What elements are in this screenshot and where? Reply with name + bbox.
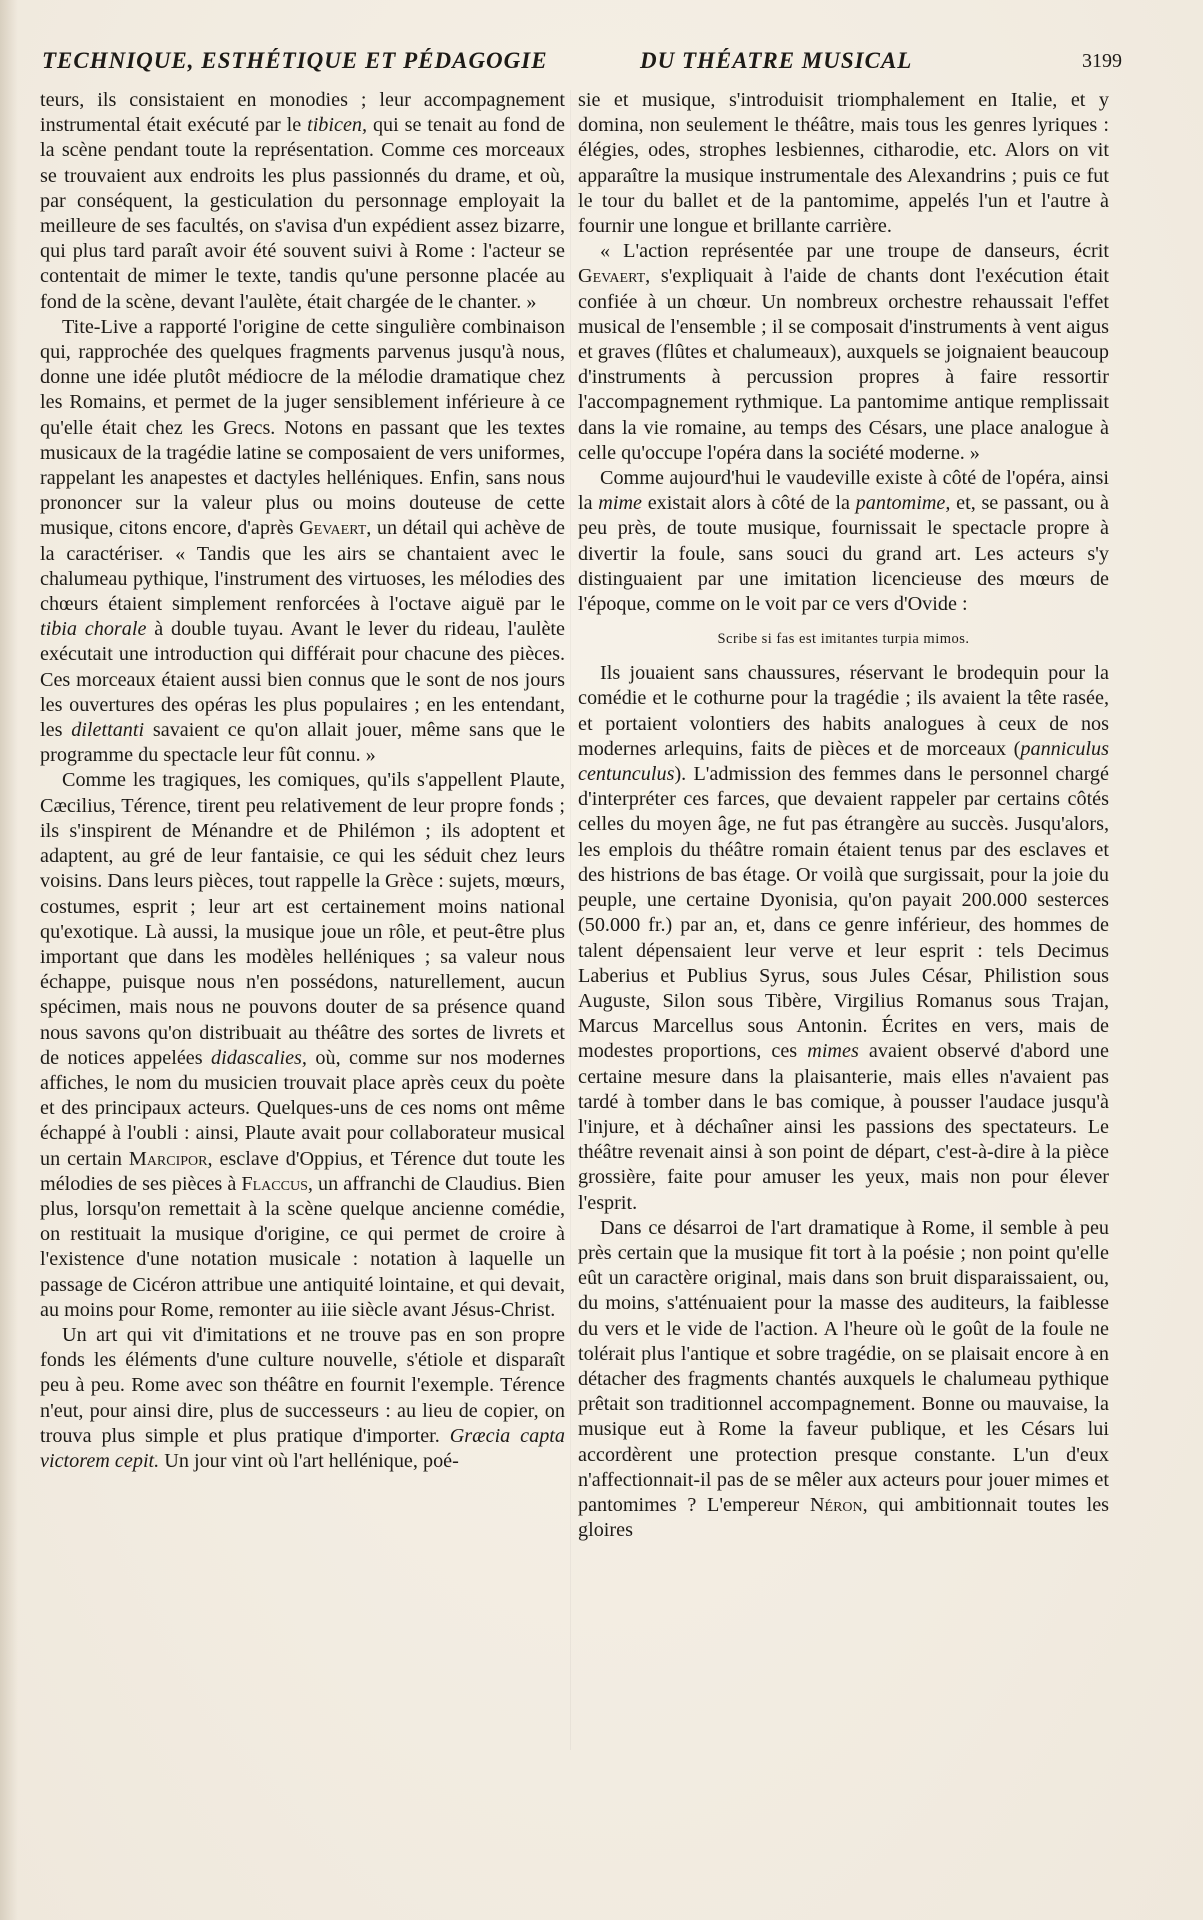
term-mimes: mimes bbox=[807, 1040, 859, 1063]
person-name: Néron bbox=[809, 1493, 863, 1516]
century-numeral: iiie bbox=[320, 1298, 347, 1321]
term-tibicen: tibicen, bbox=[307, 114, 368, 137]
column-gutter bbox=[570, 90, 571, 1750]
author-name: Gevaert bbox=[299, 517, 367, 540]
paragraph: Dans ce désarroi de l'art dramatique à Rome, il semble à peu près certain que la musique fit tort à la poésie ; non point qu'elle eût un caractère original, mais dans son bruit disparaissaient, ou, du moins, s'atténuaient pour la masse des auditeurs, la faiblesse du vers et le vide de l'action. A l'heure où le goût de la foule ne tolérait plus l'antique et sobre tragédie, on se plaisait encore à en détacher des fragments chantés auxquels le chalumeau pythique prêtait son traditionnel accompagnement. Bonne ou mauvaise, la musique eut à Rome la faveur publique, et les Césars lui accordèrent une protection presque constante. L'un d'eux n'affectionnait-il pas de se mêler aux acteurs pour jouer mimes et pantomimes ? L'empereur Néron, qui ambitionnait toutes les gloires bbox=[578, 1216, 1110, 1542]
term-dilettanti: dilettanti bbox=[71, 719, 145, 742]
term-tibia-chorale: tibia chorale bbox=[40, 618, 147, 641]
paragraph: Comme les tragiques, les comiques, qu'ils s'appellent Plaute, Cæcilius, Térence, tirent peu relativement de leur propre fonds ; ils s'inspirent de Ménandre et de Philémon ; ils adoptent et adaptent, au gré de leur fantaisie, ce qui les séduit chez leurs voisins. Dans leurs pièces, tout rappelle la Grèce : sujets, mœurs, costumes, esprit ; leur art est certainement moins national qu'exotique. Là aussi, la musique joue un rôle, et peut-être plus important que dans les modèles helléniques ; sa valeur nous échappe, puisque nous n'en possédons, naturellement, aucun spécimen, mais nous ne pouvons douter de sa présence quand nous savons qu'on distribuait au théâtre des sortes de livrets et de notices appelées didascalies, où, comme sur nos modernes affiches, le nom du musicien trouvait place après ceux du poète et des principaux acteurs. Quelques-uns de ces noms ont même échappé à l'oubli : ainsi, Plaute avait pour collaborateur musical un certain Marcipor, esclave d'Oppius, et Térence dut toute les mélodies de ses pièces à Flaccus, un affranchi de Claudius. Bien plus, lorsqu'on remettait à la scène quelque ancienne comédie, on restituait la musique d'origine, ce qui permet de croire à l'existence d'une notation musicale : notation à laquelle un passage de Cicéron attribue une antiquité lointaine, et qui devait, au moins pour Rome, remonter au iiie siècle avant Jésus-Christ. bbox=[40, 769, 566, 1321]
latin-quote: Græcia capta victorem cepit. bbox=[40, 1424, 565, 1472]
person-name: Flaccus bbox=[241, 1172, 308, 1195]
running-head-left: TECHNIQUE, ESTHÉTIQUE ET PÉDAGOGIE bbox=[42, 48, 548, 73]
page-number: 3199 bbox=[1082, 50, 1122, 72]
paragraph: teurs, ils consistaient en monodies ; leur accompagnement instrumental était exécuté par le tibicen, qui se tenait au fond de la scène pendant toute la représentation. Comme ces morceaux se trouvaient aux endroits les plus passionnés du drame, et où, par conséquent, la gesticulation du personnage employait la meilleure de ses facultés, on s'avisa d'un expédient assez bizarre, qui plus tard paraît avoir été souvent suivi à Rome : l'acteur se contentait de mimer le texte, tandis qu'une personne placée au fond de la scène, devant l'aulète, était chargée de le chanter. » bbox=[40, 89, 565, 313]
term-panniculus: panniculus centunculus bbox=[578, 737, 1109, 786]
term-mime: mime bbox=[598, 492, 643, 515]
author-name: Gevaert bbox=[578, 265, 646, 288]
paragraph: « L'action représentée par une troupe de danseurs, écrit Gevaert, s'expliquait à l'aide de chants dont l'exécution était confiée à un chœur. Un nombreux orchestre rehaussait l'effet musical de l'ensemble ; il se composait d'instruments à vent aigus et graves (flûtes et chalumeaux), auxquels se joignaient beaucoup d'instruments à percussion propres à faire ressortir l'accompagnement rythmique. La pantomime antique remplissait dans la vie romaine, au temps des Césars, une place analogue à celle qu'occupe l'opéra dans la société moderne. » bbox=[578, 240, 1109, 464]
right-column bbox=[578, 88, 1109, 1543]
running-head-right: DU THÉATRE MUSICAL bbox=[640, 48, 913, 73]
paragraph: Tite-Live a rapporté l'origine de cette singulière combinaison qui, rapprochée des quelques fragments parvenus jusqu'à nous, donne une idée plutôt médiocre de la mélodie dramatique chez les Romains, et permet de la juger sensiblement inférieure à ce qu'elle était chez les Grecs. Notons en passant que les textes musicaux de la tragédie latine se composaient de vers uniformes, rappelant les anapestes et dactyles helléniques. Enfin, sans nous prononcer sur la valeur plus ou moins douteuse de cette musique, citons encore, d'après Gevaert, un détail qui achève de la caractériser. « Tandis que les airs se chantaient avec le chalumeau pythique, l'instrument des virtuoses, les mélodies des chœurs étaient simplement renforcées à l'octave aiguë par le tibia chorale à double tuyau. Avant le lever du rideau, l'aulète exécutait une introduction qui différait pour chacune des pièces. Ces morceaux étaient aussi bien connus que le sont de nos jours les ouvertures des opéras les plus populaires ; en les entendant, les dilettanti savaient ce qu'on allait jouer, même sans que le programme du spectacle leur fût connu. » bbox=[40, 315, 566, 767]
paragraph: Un art qui vit d'imitations et ne trouve pas en son propre fonds les éléments d'une culture nouvelle, s'étiole et disparaît peu à peu. Rome avec son théâtre en fournit l'exemple. Térence n'eut, pour ainsi dire, plus de successeurs : au lieu de copier, on trouva plus simple et plus pratique d'importer. Græcia capta victorem cepit. Un jour vint où l'art hellénique, poé- bbox=[40, 1323, 565, 1472]
verse-quotation: Scribe si fas est imitantes turpia mimos. bbox=[717, 631, 970, 648]
term-didascalies: didascalies, bbox=[211, 1046, 307, 1069]
running-head bbox=[42, 48, 1122, 82]
binding-shadow bbox=[0, 0, 18, 1920]
paragraph: sie et musique, s'introduisit triomphalement en Italie, et y domina, non seulement le théâtre, mais tous les genres lyriques : élégies, odes, strophes lesbiennes, citharodie, etc. Alors on vit apparaître la musique instrumentale des Alexandrins ; puis ce fut le tour du ballet et de la pantomime, appelés l'un et l'autre à fournir une longue et brillante carrière. bbox=[578, 89, 1109, 238]
person-name: Marcipor bbox=[128, 1147, 208, 1170]
term-pantomime: pantomime, bbox=[855, 492, 951, 515]
paragraph: Comme aujourd'hui le vaudeville existe à côté de l'opéra, ainsi la mime existait alors à côté de la pantomime, et, se passant, ou à peu près, de toute musique, fournissait le spectacle propre à divertir la foule, sans souci du grand art. Les acteurs s'y distinguaient par une imitation licencieuse des mœurs de l'époque, comme on le voit par ce vers d'Ovide : bbox=[578, 467, 1109, 616]
paragraph: Ils jouaient sans chaussures, réservant le brodequin pour la comédie et le cothurne pour la tragédie ; ils avaient la tête rasée, et portaient volontiers des habits analogues à ceux de nos modernes arlequins, faits de pièces et de morceaux (panniculus centunculus). L'admission des femmes dans le personnel chargé d'interpréter ces farces, que devaient rappeler par certains côtés celles du moyen âge, ne fut pas étrangère au succès. Jusqu'alors, les emplois du théâtre romain étaient tenus par des esclaves et des histrions de bas étage. Or voilà que surgissait, pour la joie du peuple, une certaine Dyonisia, qu'on payait 200.000 sesterces (50.000 fr.) par an, et, dans ce genre inférieur, des hommes de talent dépensaient leur verve et leur esprit : tels Decimus Laberius et Publius Syrus, sous Jules César, Philistion sous Auguste, Silon sous Tibère, Virgilius Romanus sous Trajan, Marcus Marcellus sous Antonin. Écrites en vers, mais de modestes proportions, ces mimes avaient observé d'abord une certaine mesure dans la plaisanterie, mais elles n'avaient pas tardé à tomber dans le bas comique, à pousser l'audace jusqu'à l'injure, et à déchaîner ainsi les passions des spectateurs. Le théâtre revenait ainsi à son point de départ, c'est-à-dire à la pièce grossière, faite pour amuser les yeux, mais non pour élever l'esprit. bbox=[578, 662, 1109, 1214]
left-column bbox=[40, 88, 565, 1474]
